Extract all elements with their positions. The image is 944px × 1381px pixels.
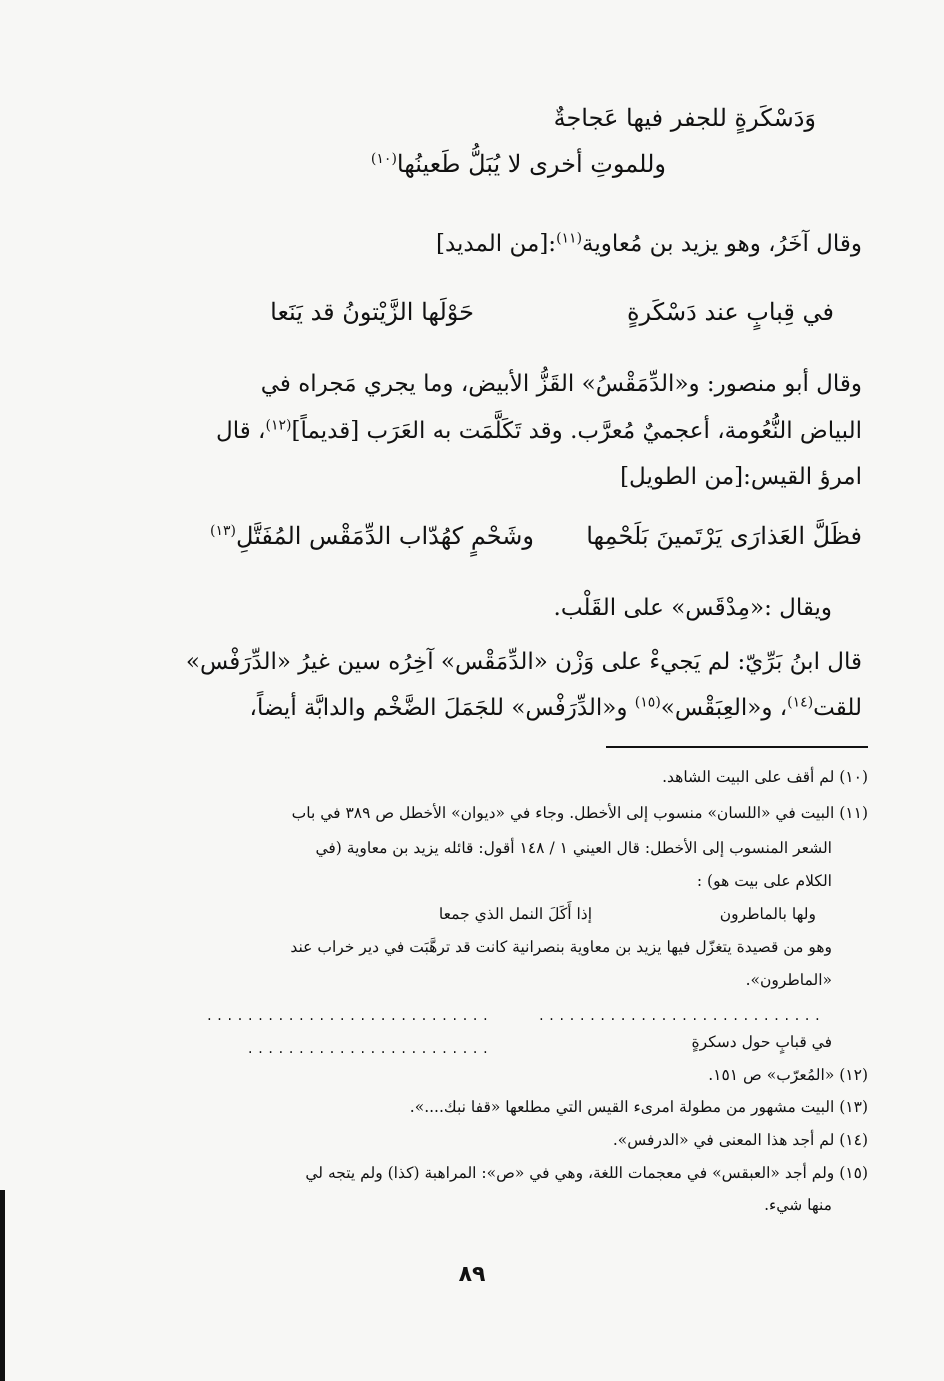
- footnote-12: [708, 1068, 868, 1084]
- footnote-12-text: (١٢) «المُعرّب» ص ١٥١.: [708, 1066, 868, 1084]
- verse2-hemistich-b: [270, 300, 474, 324]
- scan-binding-edge: [0, 1190, 5, 1381]
- verse2-hemistich-a: [627, 300, 834, 324]
- footnote-11-line3-text: الكلام على بيت هو) :: [696, 872, 832, 890]
- footnote-11-line5-text: «الماطرون».: [745, 971, 832, 989]
- footnote-11-line1: [292, 806, 868, 822]
- footnote-13-text: (١٣) البيت مشهور من مطولة امرىء القيس التي مطلعها «قفا نبك....».: [409, 1098, 868, 1116]
- footnote-15-line1: [305, 1166, 868, 1182]
- para3-line2a-text: للقت: [813, 695, 862, 721]
- verse2-b-text: حَوْلَها الزَّيْتونُ قد يَنَعا: [270, 298, 474, 326]
- para1-line2-end: ، قال: [216, 418, 266, 444]
- footnote-10-text: (١٠) لم أقف على البيت الشاهد.: [662, 768, 868, 786]
- footnote-11-verse-a-text: ولها بالماطرون: [719, 905, 816, 923]
- para3-line1-text: قال ابنُ بَرِّيّ: لم يَجيءْ على وَزْن «الدِّمَقْس» آخِرُه سين غيرُ «الدِّرَفْس»: [185, 649, 862, 675]
- intro2-meter: :[من المديد]: [435, 231, 557, 257]
- footnote-11-dots2-text: ............................: [205, 1009, 492, 1023]
- footnote-ref-13: (١٣): [210, 523, 237, 539]
- para1-line3-text: امرؤ القيس:[من الطويل]: [620, 464, 862, 490]
- footnote-11-verse-b-text: إذا أَكَلَ النمل الذي جمعا: [438, 905, 592, 923]
- footnote-11-line2-text: الشعر المنسوب إلى الأخطل: قال العيني ١ / ١٤٨ أقول: قائله يزيد بن معاوية (في: [315, 839, 832, 857]
- para3-line2: [249, 694, 862, 721]
- footnote-ref-10: (١٠): [370, 151, 397, 167]
- footnote-11-ellipsis-3: [247, 1042, 492, 1056]
- page-number: ٨٩: [458, 1262, 486, 1287]
- para2-line1-text: ويقال :«مِدْقَس» على القَلْب.: [553, 595, 832, 621]
- verse3-hemistich-a: [586, 524, 862, 548]
- footnote-ref-12: (١٢): [265, 417, 292, 434]
- footnote-15-line1-text: (١٥) ولم أجد «العبقس» في معجمات اللغة، وهي في «ص»: المراهبة (كذا) ولم يتجه لي: [305, 1164, 868, 1182]
- footnote-11-verse2-a: [692, 1035, 832, 1051]
- footnote-11-line3: [697, 874, 832, 890]
- verse1-line2: [371, 152, 666, 176]
- para3-line2c-text: و«الدِّرَفْس» للجَمَلَ الضَّخْم والدابَّة أيضاً،: [249, 695, 635, 721]
- verse1-line1: [554, 106, 816, 130]
- verse1-line1-text: وَدَسْكَرةٍ للجفر فيها عَجاجةٌ: [553, 104, 816, 132]
- footnote-13: [410, 1100, 868, 1116]
- verse3-hemistich-b: [210, 524, 534, 548]
- footnote-11-line1-text: (١١) البيت في «اللسان» منسوب إلى الأخطل. وجاء في «ديوان» الأخطل ص ٣٨٩ في باب: [291, 804, 868, 822]
- para1-line2: [216, 417, 862, 444]
- para1-line1-text: وقال أبو منصور: و«الدِّمَقْسُ» القَزُّ الأبيض، وما يجري مَجراه في: [260, 371, 862, 397]
- footnote-10: [662, 770, 868, 786]
- intro2-line: [435, 230, 862, 257]
- verse3-b-text: وشَحْمٍ كهُدّاب الدِّمَقْس المُفَتَّلِ: [236, 522, 534, 550]
- para3-line1: [186, 651, 862, 674]
- footnote-15-line2-text: منها شيء.: [764, 1196, 832, 1214]
- para1-line3: [620, 466, 862, 489]
- footnote-11-ellipsis-1: [538, 1009, 824, 1023]
- verse1-line2-text: وللموتِ أخرى لا يُبَلُّ طَعينُها: [396, 150, 666, 178]
- footnote-11-dots1-text: ............................: [537, 1009, 824, 1023]
- footnote-11-line4: [290, 940, 832, 956]
- verse3-a-text: فظَلَّ العَذارَى يَرْتَمينَ بَلَحْمِها: [586, 522, 862, 550]
- footnote-11-verse2-a-text: في قبابٍ حول دسكرةٍ: [691, 1033, 832, 1051]
- footnote-11-line4-text: وهو من قصيدة يتغزّل فيها يزيد بن معاوية بنصرانية كانت قد ترهَّبَت في دير خراب عند: [290, 938, 832, 956]
- para3-line2b-text: ، و«العِبَقْس»: [660, 695, 788, 721]
- footnote-11-dots3-text: ........................: [246, 1042, 492, 1056]
- para1-line2-text: البياض النُّعُومة، أعجميٌ مُعرَّب. وقد تَكَلَّمَت به العَرَب [قديماً]: [291, 418, 862, 444]
- footnote-11-line2: [315, 841, 832, 857]
- footnote-11-verse-a: [720, 907, 816, 923]
- footnote-15-line2: [764, 1198, 832, 1214]
- footnote-separator: [606, 746, 868, 748]
- footnote-ref-14: (١٤): [787, 694, 814, 711]
- footnote-11-verse-b: [439, 907, 592, 923]
- footnote-ref-11: (١١): [556, 230, 583, 247]
- verse2-a-text: في قِبابٍ عند دَسْكَرةٍ: [626, 298, 834, 326]
- intro2-text: وقال آخَرُ، وهو يزيد بن مُعاوية: [582, 231, 862, 257]
- footnote-14: [613, 1133, 868, 1149]
- footnote-14-text: (١٤) لم أجد هذا المعنى في «الدرفس».: [612, 1131, 868, 1149]
- footnote-11-ellipsis-2: [206, 1009, 492, 1023]
- para2-line1: [554, 597, 832, 620]
- para1-line1: [261, 373, 862, 396]
- footnote-11-line5: [746, 973, 832, 989]
- footnote-ref-15: (١٥): [634, 694, 661, 711]
